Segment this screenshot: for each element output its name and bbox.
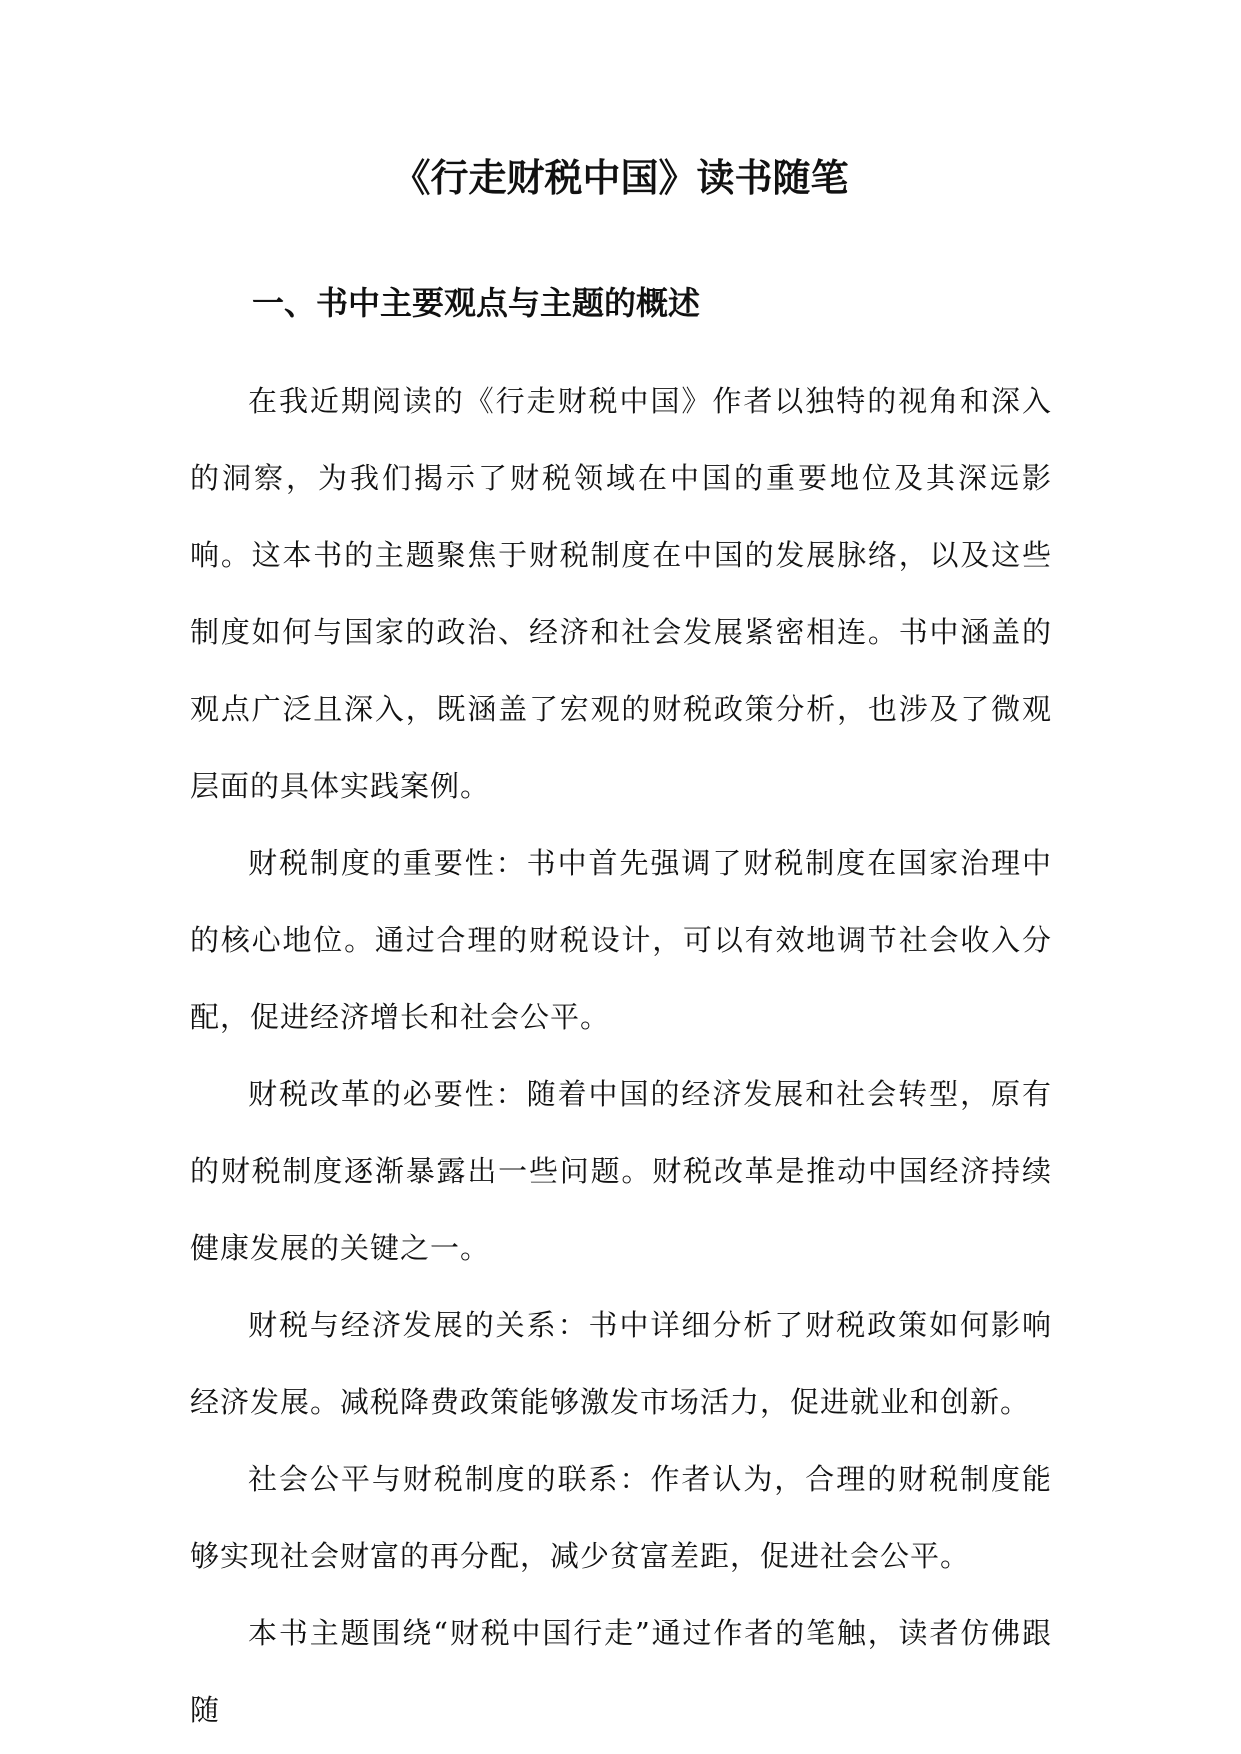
- paragraph-overview: 在我近期阅读的《行走财税中国》作者以独特的视角和深入的洞察，为我们揭示了财税领域在中国的重要地位及其深远影响。这本书的主题聚焦于财税制度在中国的发展脉络，以及这些制度如何与国家的政治、经济和社会发展紧密相连。书中涵盖的观点广泛且深入，既涵盖了宏观的财税政策分析，也涉及了微观层面的具体实践案例。: [190, 384, 1052, 803]
- body-text: [190, 363, 1052, 1749]
- page-title: 《行走财税中国》读书随笔: [392, 155, 849, 200]
- paragraph-fairness: 社会公平与财税制度的联系：作者认为，合理的财税制度能够实现社会财富的再分配，减少贫富差距，促进社会公平。: [190, 1462, 1052, 1573]
- paragraph-theme: 本书主题围绕“财税中国行走”通过作者的笔触，读者仿佛跟随: [190, 1616, 1052, 1727]
- section-heading: 一、书中主要观点与主题的概述: [252, 284, 701, 322]
- paragraph-importance: 财税制度的重要性：书中首先强调了财税制度在国家治理中的核心地位。通过合理的财税设计，可以有效地调节社会收入分配，促进经济增长和社会公平。: [190, 846, 1052, 1034]
- paragraph-economy: 财税与经济发展的关系：书中详细分析了财税政策如何影响经济发展。减税降费政策能够激发市场活力，促进就业和创新。: [190, 1308, 1052, 1419]
- paragraph-reform: 财税改革的必要性：随着中国的经济发展和社会转型，原有的财税制度逐渐暴露出一些问题。财税改革是推动中国经济持续健康发展的关键之一。: [190, 1077, 1052, 1265]
